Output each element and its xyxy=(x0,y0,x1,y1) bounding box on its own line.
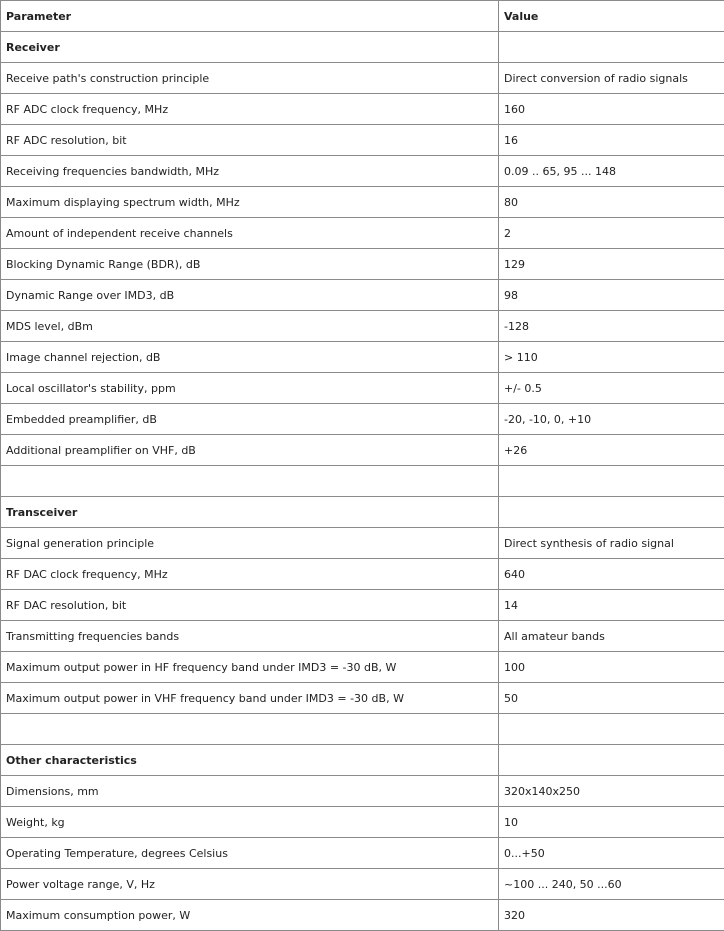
column-header-value: Value xyxy=(499,1,724,32)
parameter-cell: RF ADC clock frequency, MHz xyxy=(1,94,499,125)
table-row xyxy=(1,869,724,900)
parameter-cell xyxy=(1,714,499,745)
parameter-cell: Maximum output power in VHF frequency band under IMD3 = -30 dB, W xyxy=(1,683,499,714)
value-cell: All amateur bands xyxy=(499,621,724,652)
table-row xyxy=(1,590,724,621)
parameter-cell: RF DAC resolution, bit xyxy=(1,590,499,621)
table-row xyxy=(1,683,724,714)
parameter-cell: Operating Temperature, degrees Celsius xyxy=(1,838,499,869)
parameter-cell: Maximum consumption power, W xyxy=(1,900,499,931)
parameter-cell: RF DAC clock frequency, MHz xyxy=(1,559,499,590)
value-cell: 320x140x250 xyxy=(499,776,724,807)
spacer-row xyxy=(1,714,724,745)
parameter-cell: Receiving frequencies bandwidth, MHz xyxy=(1,156,499,187)
value-cell: +/- 0.5 xyxy=(499,373,724,404)
table-row xyxy=(1,94,724,125)
parameter-cell: Dynamic Range over IMD3, dB xyxy=(1,280,499,311)
table-row xyxy=(1,218,724,249)
value-cell: -128 xyxy=(499,311,724,342)
value-cell xyxy=(499,32,724,63)
section-header-row xyxy=(1,497,724,528)
column-header-parameter: Parameter xyxy=(1,1,499,32)
table-row xyxy=(1,559,724,590)
parameter-cell: Weight, kg xyxy=(1,807,499,838)
table-row xyxy=(1,776,724,807)
section-header-row xyxy=(1,745,724,776)
table-row xyxy=(1,900,724,931)
table-row xyxy=(1,435,724,466)
parameter-cell: Maximum displaying spectrum width, MHz xyxy=(1,187,499,218)
parameter-cell: Blocking Dynamic Range (BDR), dB xyxy=(1,249,499,280)
table-row xyxy=(1,280,724,311)
value-cell xyxy=(499,466,724,497)
parameter-cell xyxy=(1,466,499,497)
value-cell: 98 xyxy=(499,280,724,311)
parameter-cell: Image channel rejection, dB xyxy=(1,342,499,373)
value-cell: ~100 ... 240, 50 ...60 xyxy=(499,869,724,900)
section-header-row xyxy=(1,32,724,63)
value-cell: 129 xyxy=(499,249,724,280)
table-row xyxy=(1,249,724,280)
table-row xyxy=(1,652,724,683)
table-row xyxy=(1,125,724,156)
table-row xyxy=(1,373,724,404)
parameter-cell: Amount of independent receive channels xyxy=(1,218,499,249)
value-cell: 2 xyxy=(499,218,724,249)
value-cell: 14 xyxy=(499,590,724,621)
parameter-cell: Power voltage range, V, Hz xyxy=(1,869,499,900)
table-row xyxy=(1,404,724,435)
parameter-cell: Maximum output power in HF frequency band under IMD3 = -30 dB, W xyxy=(1,652,499,683)
table-row xyxy=(1,187,724,218)
value-cell: 100 xyxy=(499,652,724,683)
value-cell: 0.09 .. 65, 95 ... 148 xyxy=(499,156,724,187)
table-body xyxy=(1,32,724,931)
value-cell: 50 xyxy=(499,683,724,714)
parameter-cell: Dimensions, mm xyxy=(1,776,499,807)
value-cell: 160 xyxy=(499,94,724,125)
value-cell: Direct conversion of radio signals xyxy=(499,63,724,94)
table-row xyxy=(1,63,724,94)
value-cell xyxy=(499,497,724,528)
value-cell: 10 xyxy=(499,807,724,838)
value-cell: 320 xyxy=(499,900,724,931)
value-cell: 0...+50 xyxy=(499,838,724,869)
value-cell: 16 xyxy=(499,125,724,156)
section-title: Receiver xyxy=(1,32,499,63)
value-cell: 640 xyxy=(499,559,724,590)
table-row xyxy=(1,807,724,838)
spacer-row xyxy=(1,466,724,497)
parameter-cell: RF ADC resolution, bit xyxy=(1,125,499,156)
table-row xyxy=(1,156,724,187)
parameter-cell: Embedded preamplifier, dB xyxy=(1,404,499,435)
table-row xyxy=(1,528,724,559)
parameter-cell: Transmitting frequencies bands xyxy=(1,621,499,652)
parameter-cell: Additional preamplifier on VHF, dB xyxy=(1,435,499,466)
value-cell: +26 xyxy=(499,435,724,466)
value-cell: Direct synthesis of radio signal xyxy=(499,528,724,559)
parameter-cell: Receive path's construction principle xyxy=(1,63,499,94)
value-cell: -20, -10, 0, +10 xyxy=(499,404,724,435)
value-cell xyxy=(499,745,724,776)
section-title: Transceiver xyxy=(1,497,499,528)
table-row xyxy=(1,311,724,342)
value-cell xyxy=(499,714,724,745)
value-cell: > 110 xyxy=(499,342,724,373)
table-row xyxy=(1,838,724,869)
parameter-cell: Signal generation principle xyxy=(1,528,499,559)
parameter-cell: MDS level, dBm xyxy=(1,311,499,342)
value-cell: 80 xyxy=(499,187,724,218)
parameter-cell: Local oscillator's stability, ppm xyxy=(1,373,499,404)
section-title: Other characteristics xyxy=(1,745,499,776)
table-header-row xyxy=(1,1,724,32)
table-row xyxy=(1,621,724,652)
table-row xyxy=(1,342,724,373)
